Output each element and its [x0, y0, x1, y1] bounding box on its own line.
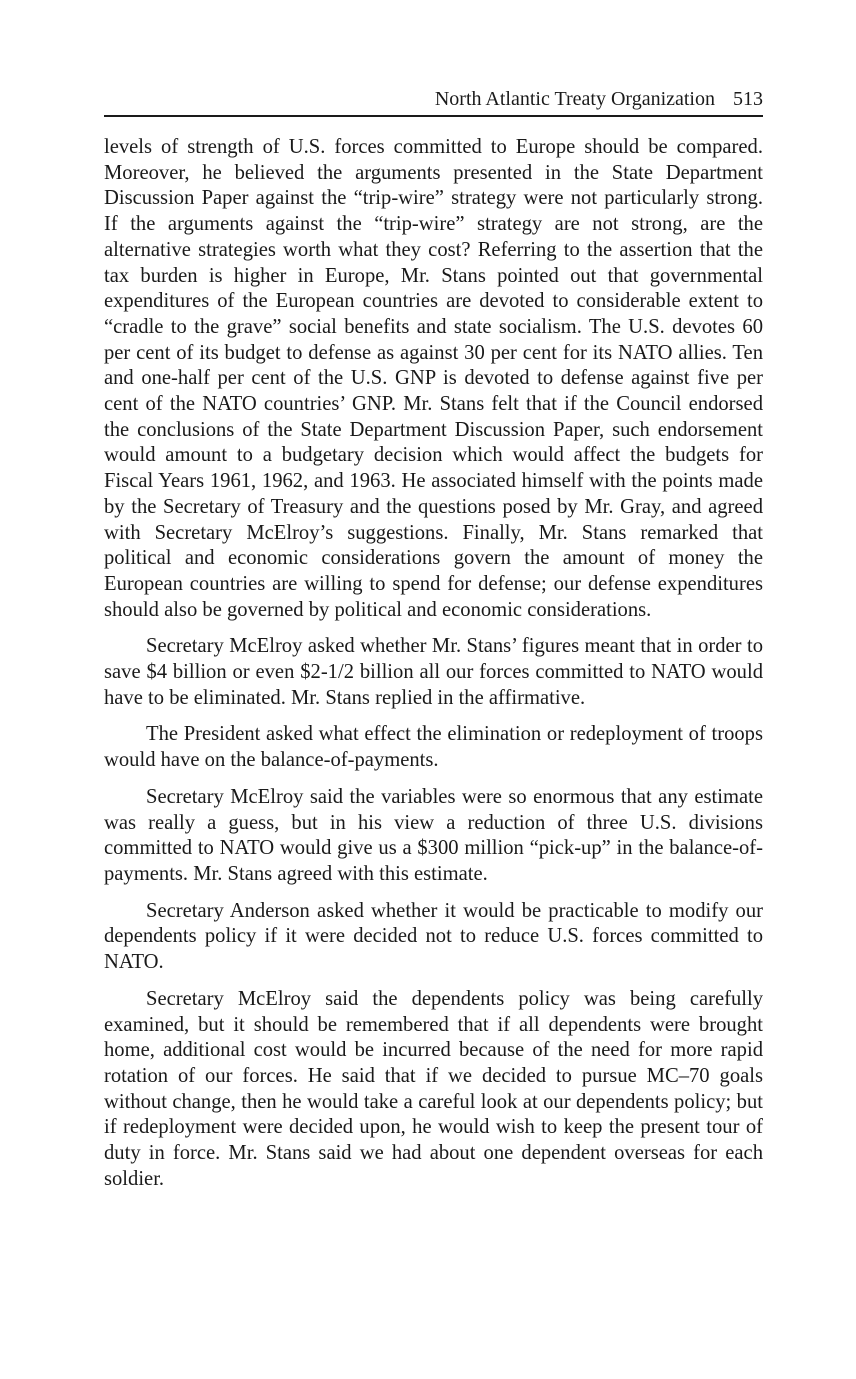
paragraph: The President asked what effect the elimination or redeployment of troops would have on the balance-of-payments.: [104, 723, 763, 772]
running-header: [104, 86, 763, 117]
paragraph: Secretary Anderson asked whether it would be practicable to modify our dependents policy if it were decided not to reduce U.S. forces committed to NATO.: [104, 899, 763, 974]
paragraph: Secretary McElroy said the variables were so enormous that any estimate was really a guess, but in his view a reduction of three U.S. divisions committed to NATO would give us a $300 million “pick-up” in the balance-of-payments. Mr. Stans agreed with this estimate.: [104, 785, 763, 885]
paragraph: Secretary McElroy said the dependents policy was being carefully examined, but it should be remembered that if all dependents were brought home, additional cost would be incurred because of the need for more rapid rotation of our forces. He said that if we decided to pursue MC–70 goals without change, then he would take a careful look at our dependents policy; but if redeployment were decided upon, he would wish to keep the present tour of duty in force. Mr. Stans said we had about one dependent overseas for each soldier.: [104, 987, 763, 1190]
document-page: [104, 86, 763, 1203]
body-text: [104, 135, 763, 1192]
running-title: North Atlantic Treaty Organization: [434, 88, 715, 110]
page-number: 513: [733, 88, 763, 110]
paragraph-continued: levels of strength of U.S. forces committed to Europe should be compared. Moreover, he believed the arguments presented in the State Department Discussion Paper against the “trip-wire” strategy were not particularly strong. If the arguments against the “trip-wire” strategy are not strong, are the alternative strategies worth what they cost? Referring to the assertion that the tax burden is higher in Europe, Mr. Stans pointed out that governmental expenditures of the European countries are devoted to considerable extent to “cradle to the grave” social benefits and state socialism. The U.S. devotes 60 per cent of its budget to defense as against 30 per cent for its NATO allies. Ten and one-half per cent of the U.S. GNP is devoted to defense against five per cent of the NATO countries’ GNP. Mr. Stans felt that if the Council endorsed the conclusions of the State Department Discussion Paper, such endorsement would amount to a budgetary decision which would affect the budgets for Fiscal Years 1961, 1962, and 1963. He associated himself with the points made by the Secretary of Treasury and the questions posed by Mr. Gray, and agreed with Secretary McElroy’s suggestions. Finally, Mr. Stans remarked that political and economic considerations govern the amount of money the European countries are willing to spend for defense; our defense expenditures should also be governed by political and economic considerations.: [104, 136, 763, 621]
paragraph: Secretary McElroy asked whether Mr. Stans’ figures meant that in order to save $4 billion or even $2-1/2 billion all our forces committed to NATO would have to be eliminated. Mr. Stans replied in the affirmative.: [104, 635, 763, 709]
